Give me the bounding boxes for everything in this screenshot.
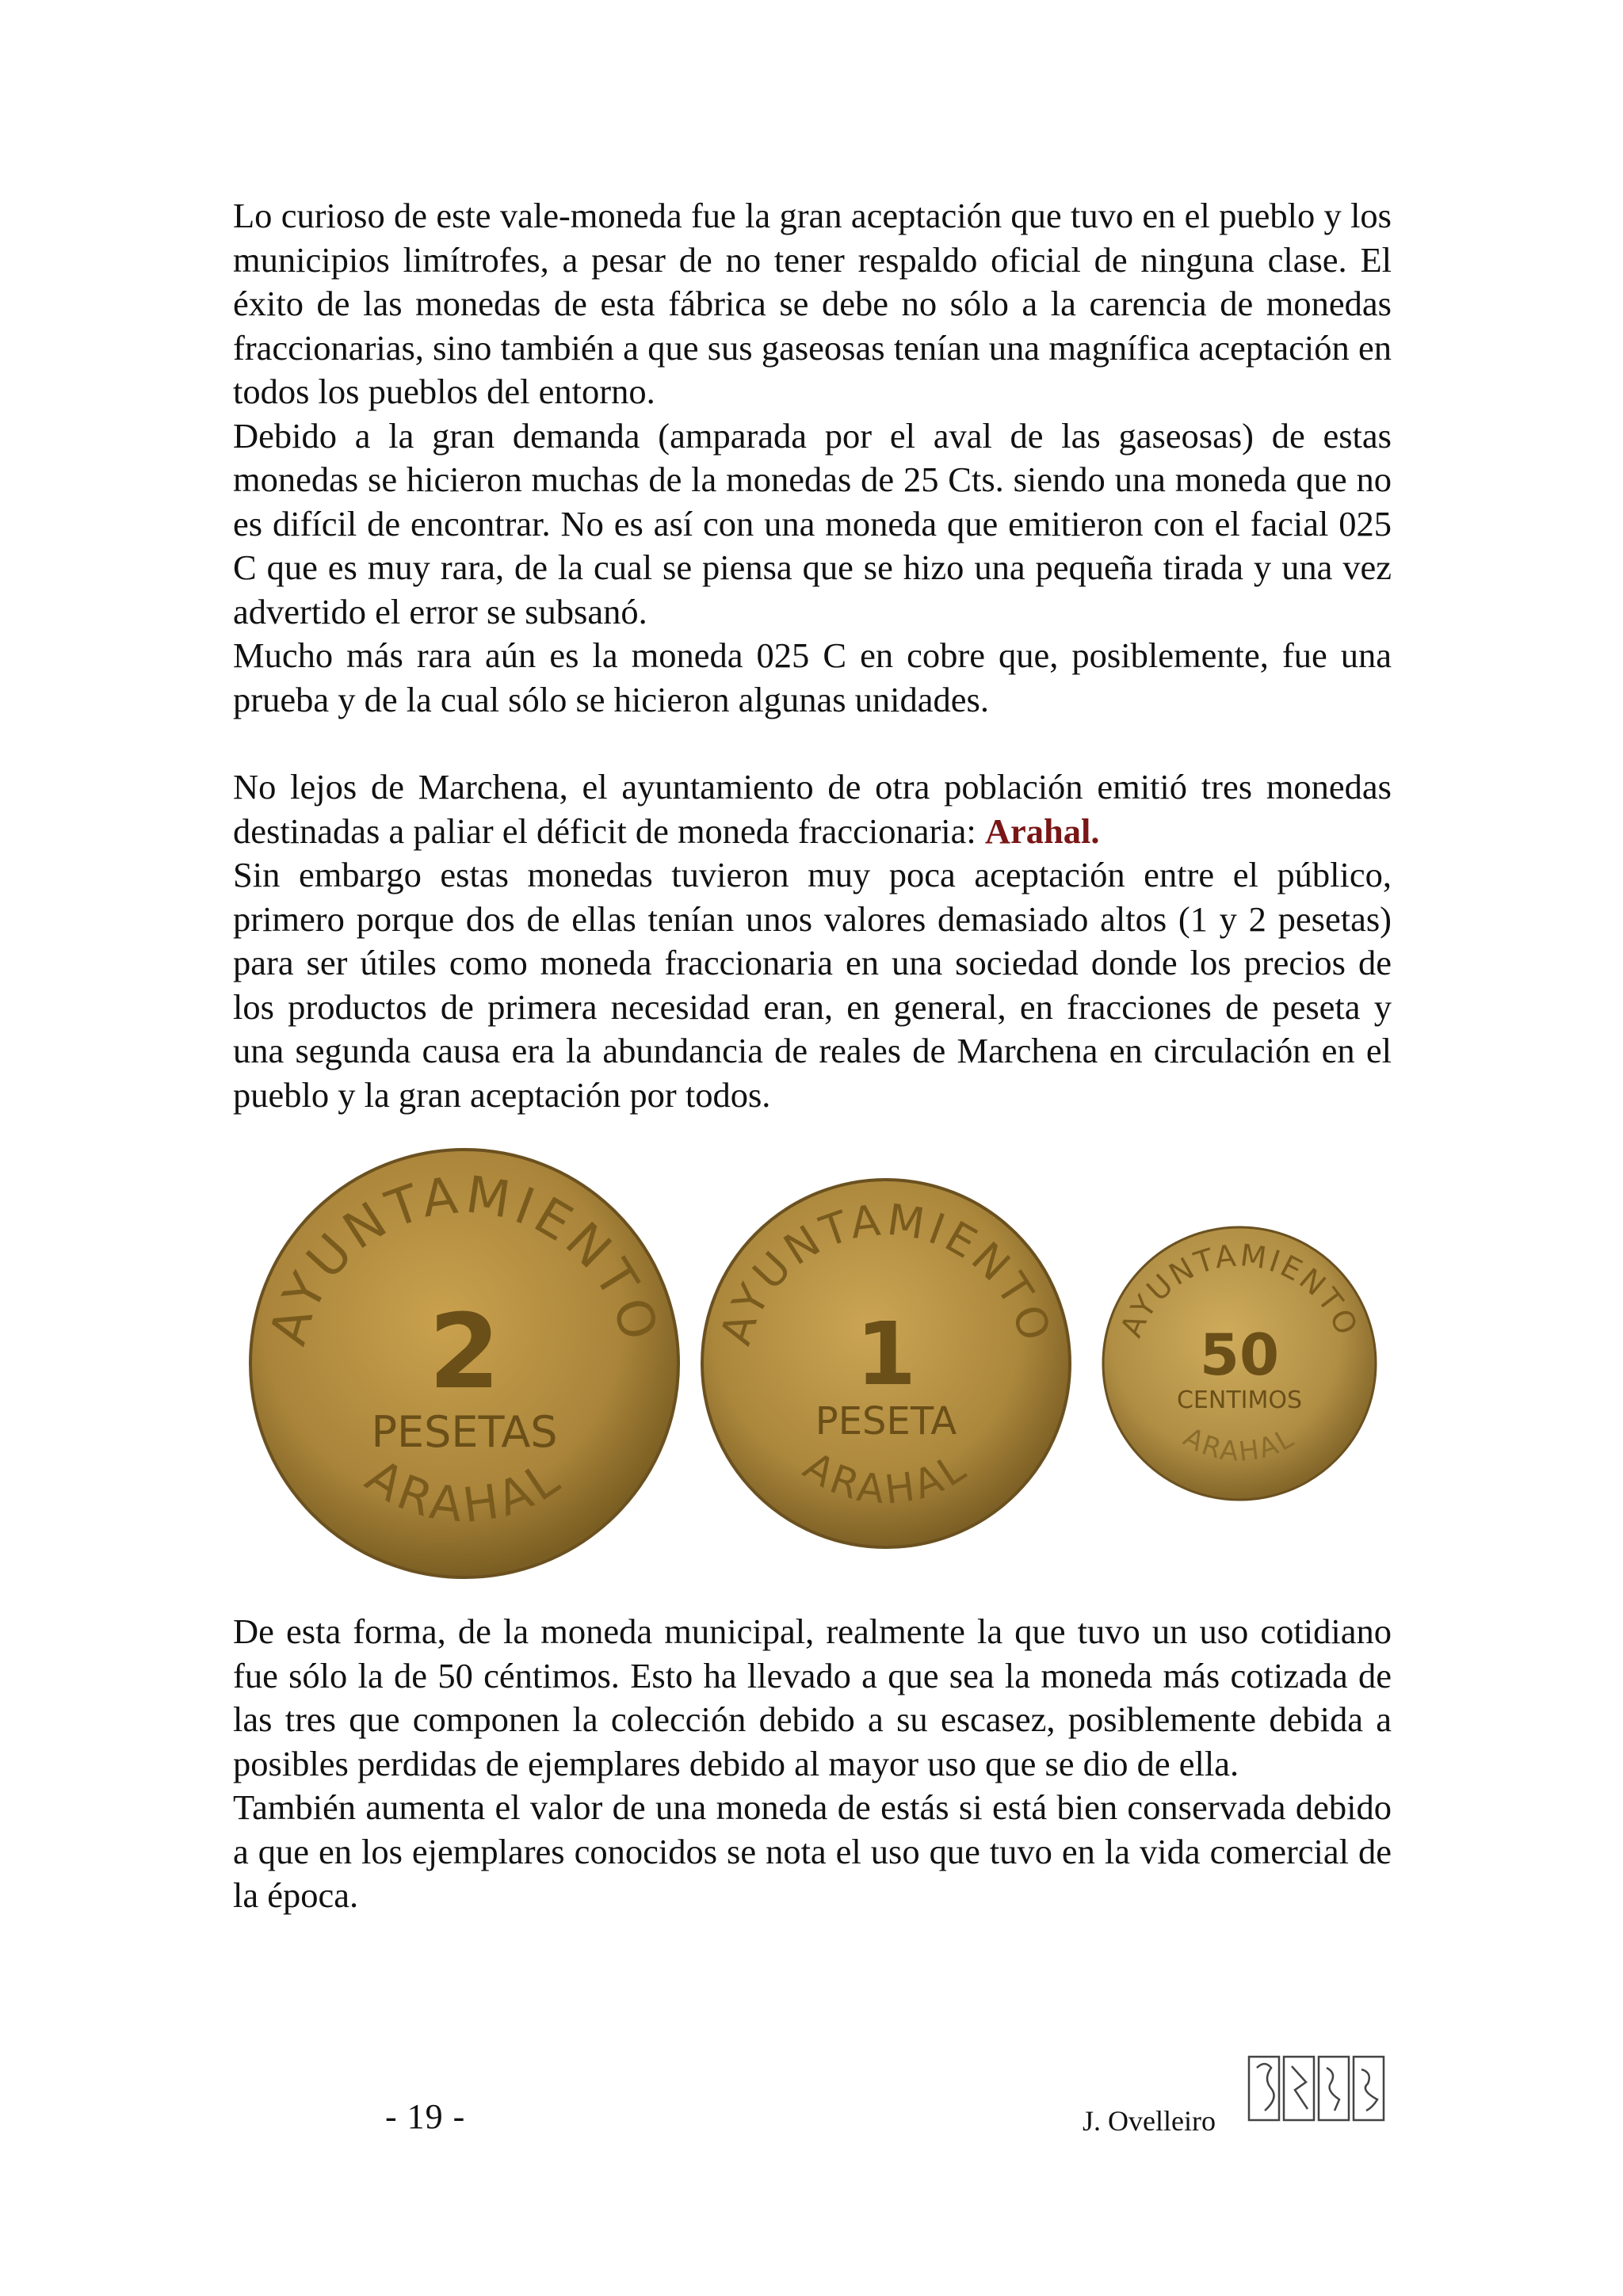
paragraph: También aumenta el valor de una moneda de estás si está bien conservada debido a que en los ejemplares conocidos se nota el uso que tuvo en la vida comercial de la época. [233,1787,1392,1915]
coin-legend-bottom: ARAHAL [356,1448,573,1535]
coin-1-peseta [699,1177,1073,1550]
paragraph [233,765,1392,853]
coin-value: 2 [428,1291,501,1412]
paragraph: Debido a la gran demanda (amparada por el aval de las gaseosas) de estas monedas se hicieron muchas de la monedas de 25 Cts. siendo una moneda que no es difícil de encontrar. No es así con una moneda que emitieron con el facial 025 C que es muy rara, de la cual se piensa que se hizo una pequeña tirada y una vez advertido el error se subsanó. [233,415,1392,631]
text-section-2 [233,765,1392,1117]
coin-legend-top: AYUNTAMIENTO [258,1165,670,1352]
paragraph-text: No lejos de Marchena, el ayuntamiento de otra población emitió tres monedas destinadas a paliar el déficit de moneda fraccionaria: [233,767,1392,851]
coin-unit: CENTIMOS [1176,1386,1303,1414]
coin-legend-bottom: ARAHAL [1178,1421,1301,1469]
coin-photo [0,1141,1623,1553]
coin-legend-top: AYUNTAMIENTO [1113,1238,1365,1342]
page-number: - 19 - [385,2097,466,2136]
paragraph: Sin embargo estas monedas tuvieron muy poca aceptación entre el público, primero porque dos de ellas tenían unos valores demasiado altos (1 y 2 pesetas) para ser útiles como moneda fraccionaria en una sociedad donde los precios de los productos de primera necesidad eran, en general, en fracciones de peseta y una segunda causa era la abundancia de reales de Marchena en circulación en el pueblo y la gran aceptación por todos. [233,855,1392,1115]
paragraph: De esta forma, de la moneda municipal, realmente la que tuvo un uso cotidiano fue sólo la de 50 céntimos. Esto ha llevado a que sea la moneda más cotizada de las tres que componen la colección debido a su escasez, posiblemente debida a posibles perdidas de ejemplares debido al mayor uso que se dio de ella. [233,1611,1392,1783]
coin-unit: PESETA [815,1399,957,1444]
coin-legend-top: AYUNTAMIENTO [710,1194,1062,1351]
town-name-highlight: Arahal. [984,810,1100,851]
coin-legend-bottom: ARAHAL [795,1443,977,1513]
coin-50-centimos [1100,1224,1379,1503]
coin-value: 50 [1199,1322,1280,1388]
author-logo-icon [1247,2052,1387,2129]
paragraph: Mucho más rara aún es la moneda 025 C en cobre que, posiblemente, fue una prueba y de la cual sólo se hicieron algunas unidades. [233,635,1392,719]
paragraph: Lo curioso de este vale-moneda fue la gran aceptación que tuvo en el pueblo y los municipios limítrofes, a pesar de no tener respaldo oficial de ninguna clase. El éxito de las monedas de esta fábrica se debe no sólo a la carencia de monedas fraccionarias, sino también a que sus gaseosas tenían una magnífica aceptación en todos los pueblos del entorno. [233,196,1392,411]
author-name: J. Ovelleiro [1083,2105,1216,2137]
coin-2-pesetas [246,1146,682,1581]
text-section-1 [233,194,1392,722]
coin-value: 1 [855,1303,917,1405]
coin-unit: PESETAS [371,1407,558,1457]
text-section-3 [233,1610,1392,1918]
